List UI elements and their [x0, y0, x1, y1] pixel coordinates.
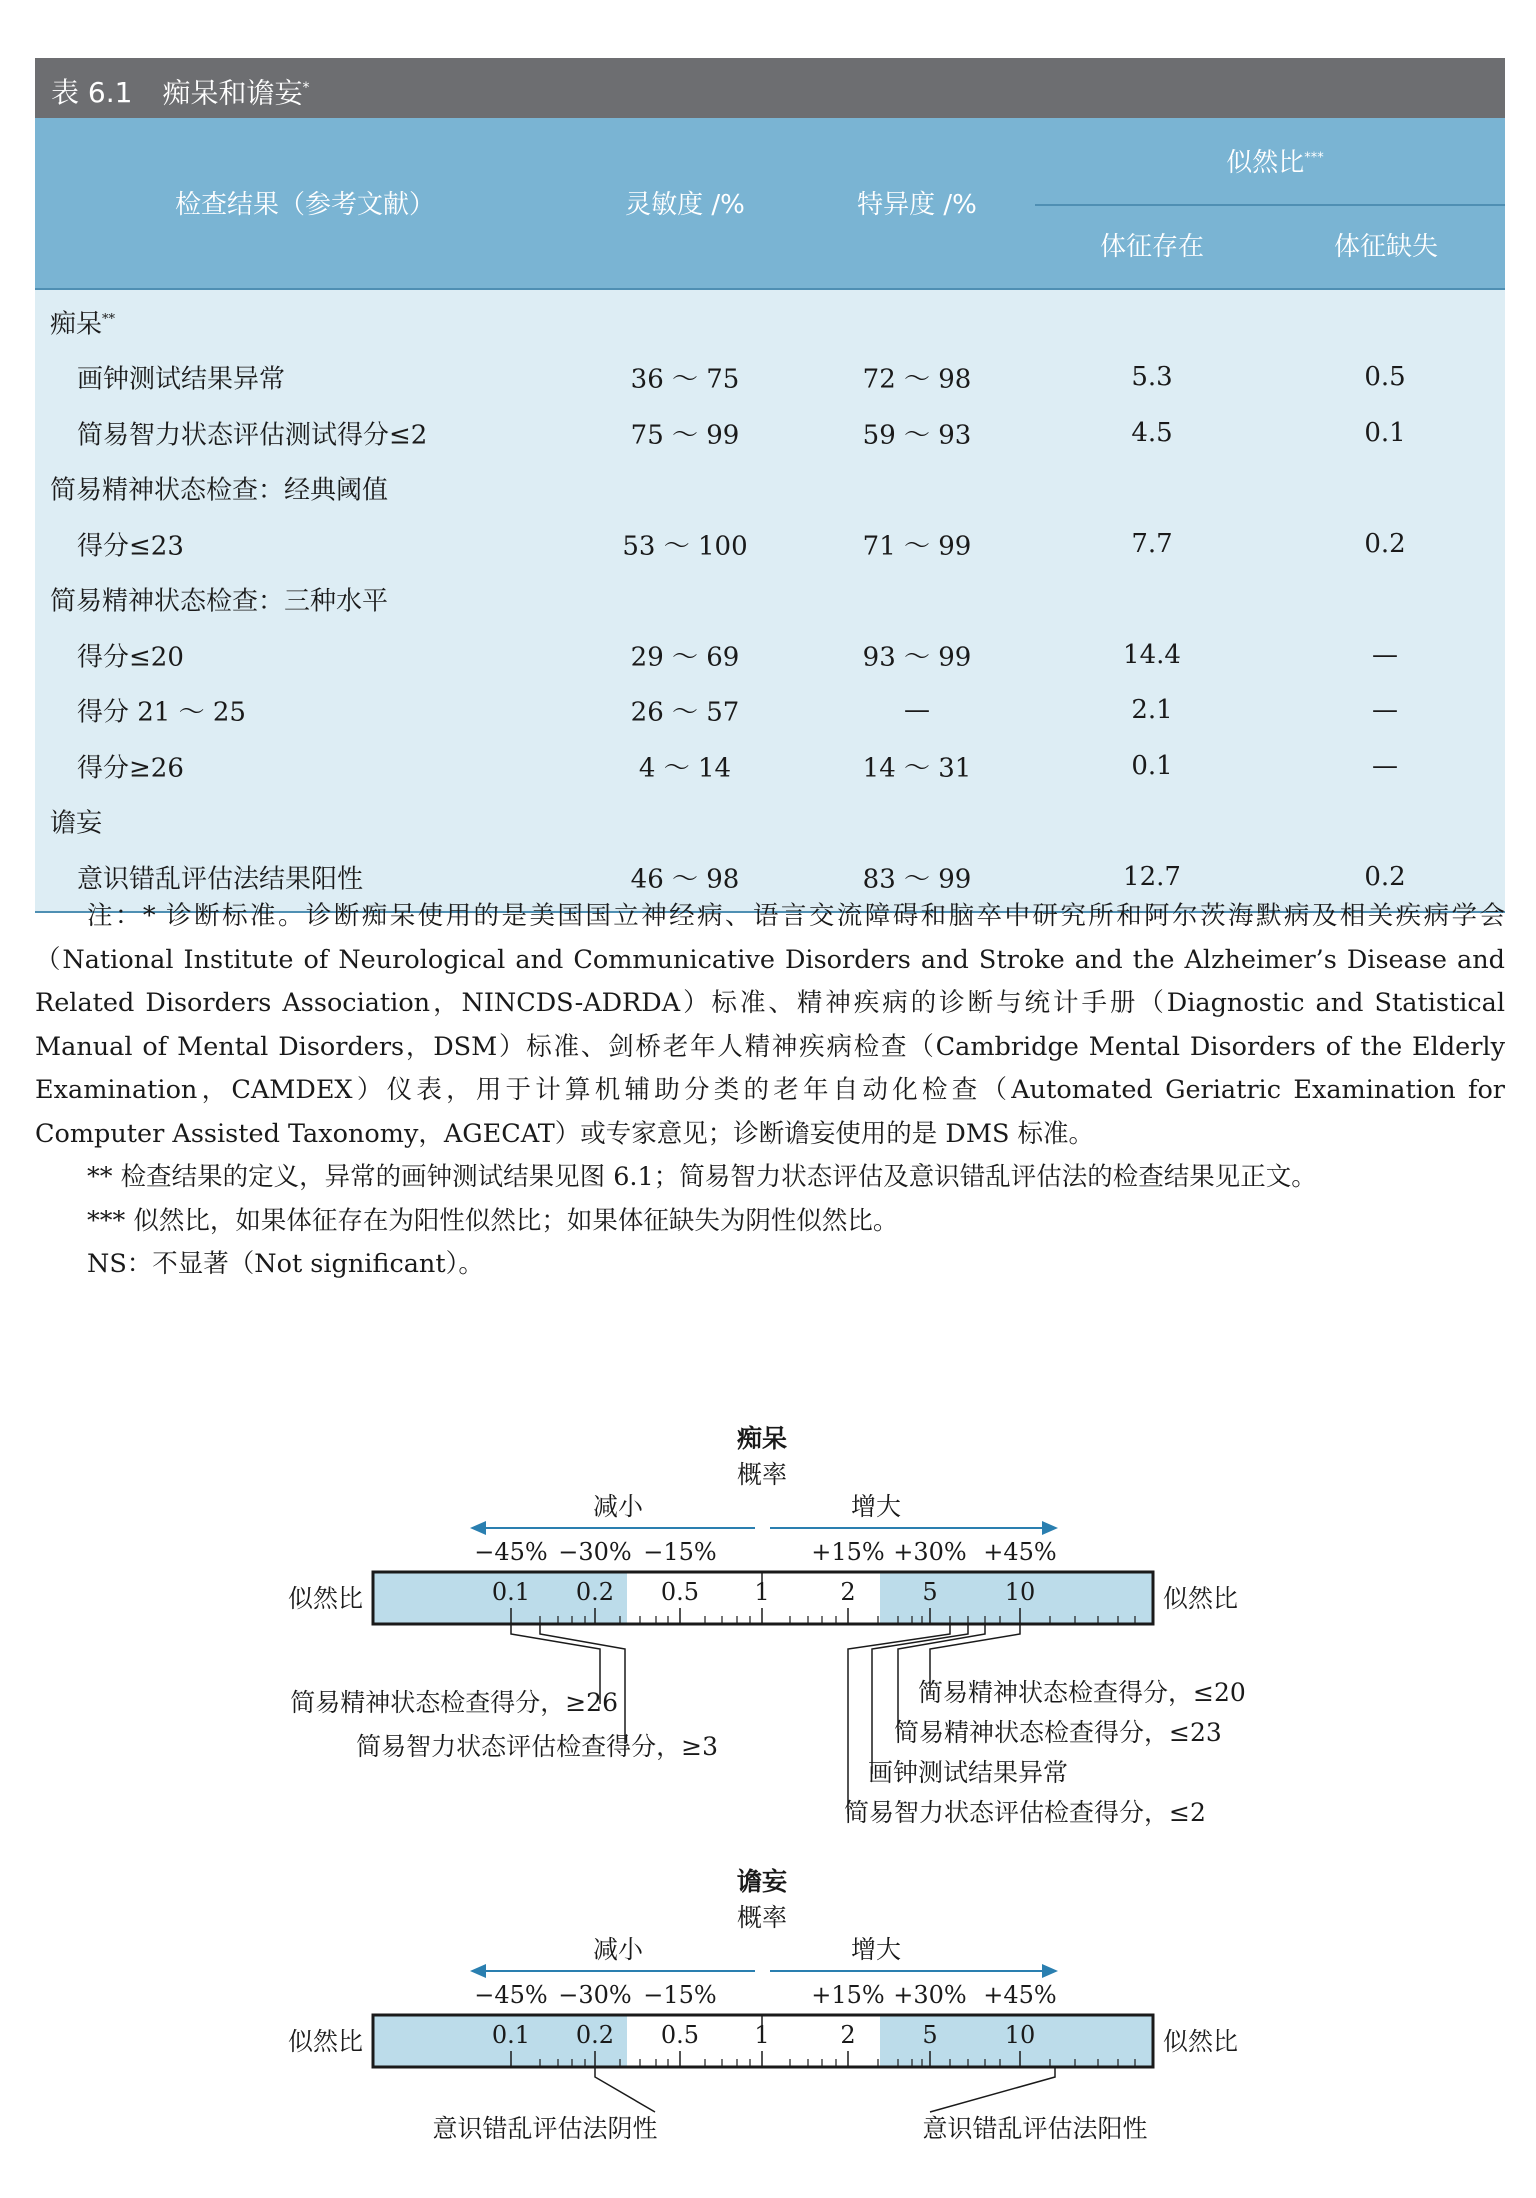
pct-decrease-label: −30%	[558, 1538, 632, 1566]
table-row	[35, 627, 1505, 683]
tick-label: 2	[840, 1578, 856, 1606]
row-label-text: 简易智力状态评估测试得分≤2	[77, 420, 428, 451]
callout-line	[540, 1624, 625, 1744]
cell-lr-absent: —	[1372, 695, 1398, 726]
callout-clock-abnormal: 画钟测试结果异常	[868, 1758, 1069, 1787]
cell-specificity: 59 ～ 93	[862, 420, 972, 451]
row-label	[77, 692, 246, 729]
header-likelihood-ratio	[1135, 142, 1415, 179]
callout-mmse-le23: 简易精神状态检查得分，≤23	[894, 1718, 1222, 1747]
panel-title: 谵妄	[736, 1867, 788, 1896]
row-label	[50, 470, 388, 507]
table-number: 表 6.1	[51, 76, 133, 110]
header-lr-label: 似然比	[1226, 148, 1305, 178]
table-row	[35, 738, 1505, 794]
note-2: ** 检查结果的定义，异常的画钟测试结果见图 6.1；简易智力状态评估及意识错乱评估法的检查结果见正文。	[87, 1162, 1317, 1192]
row-label-text: 画钟测试结果异常	[77, 364, 286, 395]
callout-mmse-le20: 简易精神状态检查得分，≤20	[918, 1678, 1246, 1707]
pct-increase-label: +45%	[983, 1981, 1057, 2009]
row-label	[77, 359, 285, 396]
tick-label: 1	[754, 2021, 770, 2049]
row-label-text: 谵妄	[50, 808, 103, 839]
callout-mmse-ge26: 简易精神状态检查得分，≥26	[290, 1688, 618, 1717]
cell-specificity: 71 ～ 99	[862, 531, 972, 562]
cell-specificity: 83 ～ 99	[862, 864, 972, 895]
row-label	[77, 636, 184, 673]
increase-arrow-head	[1042, 1964, 1058, 1978]
row-label-text: 意识错乱评估法结果阳性	[77, 864, 364, 895]
callout-line	[595, 2067, 655, 2112]
header-lr-rule	[1035, 204, 1505, 206]
cell-lr-absent: 0.1	[1364, 417, 1406, 448]
pct-decrease-label: −45%	[474, 1981, 548, 2009]
table-title: 痴呆和谵妄	[162, 76, 303, 110]
callout-amts-ge3: 简易智力状态评估检查得分，≥3	[356, 1732, 718, 1761]
row-label	[77, 525, 184, 562]
pct-increase-label: +15%	[811, 1538, 885, 1566]
decrease-arrow-head	[470, 1521, 486, 1535]
callout-amts-le2: 简易智力状态评估检查得分，≤2	[844, 1798, 1206, 1827]
tick-label: 10	[1004, 1578, 1036, 1606]
table-header	[35, 118, 1505, 290]
row-label-text: 简易精神状态检查：三种水平	[50, 586, 389, 617]
cell-sensitivity: 75 ～ 99	[630, 420, 740, 451]
tick-label: 0.2	[575, 2021, 615, 2049]
panel-title: 痴呆	[736, 1424, 788, 1453]
row-label-mark: **	[102, 311, 116, 327]
lr-label-left: 似然比	[287, 2027, 363, 2056]
cell-lr-present: 7.7	[1131, 528, 1173, 559]
table-group-row	[35, 461, 1505, 517]
cell-specificity: 14 ～ 31	[862, 753, 972, 784]
tick-label: 5	[922, 1578, 938, 1606]
callout-line	[930, 2067, 1055, 2112]
table-notes	[35, 895, 1505, 1287]
note-1: 注：* 诊断标准。诊断痴呆使用的是美国国立神经病、语言交流障碍和脑卒中研究所和阿尔茨海默病及相关疾病学会（National Institute of Neurological and Communicative Disorders and Stroke and the Alzheimer’s Disease and Related Disorders Association，NINCDS-ADRDA）标准、精神疾病的诊断与统计手册（Diagnostic and Statistical Manual of Mental Disorders，DSM）标准、剑桥老年人精神疾病检查（Cambridge Mental Disorders of the Elderly Examination，CAMDEX）仪表，用于计算机辅助分类的老年自动化检查（Automated Geriatric Examination for Computer Assisted Taxonomy，AGECAT）或专家意见；诊断谵妄使用的是 DMS 标准。	[35, 901, 1505, 1149]
cell-lr-present: 2.1	[1131, 695, 1173, 726]
row-label-text: 得分 21 ～ 25	[77, 697, 246, 728]
cell-lr-present: 14.4	[1123, 639, 1181, 670]
decrease-label: 减小	[592, 1492, 644, 1521]
header-sensitivity: 灵敏度 /%	[625, 190, 745, 220]
cell-sensitivity: 4 ～ 14	[638, 753, 732, 784]
cell-lr-absent: 0.2	[1364, 861, 1406, 892]
tick-label: 0.2	[575, 1578, 615, 1606]
increase-label: 增大	[850, 1492, 902, 1521]
tick-label: 1	[754, 1578, 770, 1606]
note-3: *** 似然比，如果体征存在为阳性似然比；如果体征缺失为阴性似然比。	[87, 1205, 899, 1236]
probability-label: 概率	[736, 1460, 788, 1489]
row-label-text: 得分≥26	[77, 753, 184, 784]
cell-lr-absent: 0.2	[1364, 528, 1406, 559]
row-label	[50, 303, 115, 340]
cell-sensitivity: 26 ～ 57	[630, 697, 740, 728]
pct-decrease-label: −45%	[474, 1538, 548, 1566]
pct-increase-label: +30%	[893, 1981, 967, 2009]
decrease-label: 减小	[592, 1935, 644, 1964]
increase-label: 增大	[850, 1935, 902, 1964]
tick-label: 10	[1004, 2021, 1036, 2049]
table-row	[35, 516, 1505, 572]
cell-sensitivity: 29 ～ 69	[630, 642, 740, 673]
row-label	[50, 803, 102, 840]
table-title-bar	[35, 58, 1505, 118]
increase-arrow-head	[1042, 1521, 1058, 1535]
tick-label: 0.5	[660, 1578, 700, 1606]
row-label	[77, 858, 363, 895]
header-lr-mark: ***	[1304, 150, 1324, 166]
note-4: NS：不显著（Not significant）。	[87, 1249, 484, 1279]
callout-cam-positive: 意识错乱评估法阳性	[922, 2114, 1148, 2143]
row-label	[50, 581, 388, 618]
cell-specificity: 72 ～ 98	[862, 364, 972, 395]
pct-increase-label: +45%	[983, 1538, 1057, 1566]
tick-label: 0.5	[660, 2021, 700, 2049]
row-label	[77, 414, 427, 451]
table-group-row	[35, 572, 1505, 628]
table-row	[35, 405, 1505, 461]
pct-decrease-label: −15%	[643, 1538, 717, 1566]
row-label-text: 简易精神状态检查：经典阈值	[50, 475, 389, 506]
table-6-1	[35, 58, 1505, 913]
lr-label-right: 似然比	[1163, 1584, 1239, 1613]
cell-specificity: —	[904, 695, 930, 726]
cell-lr-absent: —	[1372, 750, 1398, 781]
table-group-row	[35, 794, 1505, 850]
tick-label: 2	[840, 2021, 856, 2049]
row-label-text: 得分≤23	[77, 531, 184, 562]
callout-cam-negative: 意识错乱评估法阴性	[432, 2114, 658, 2143]
tick-label: 5	[922, 2021, 938, 2049]
table-title-mark: *	[302, 80, 310, 96]
cell-lr-present: 4.5	[1131, 417, 1173, 448]
cell-sensitivity: 46 ～ 98	[630, 864, 740, 895]
cell-sensitivity: 36 ～ 75	[630, 364, 740, 395]
pct-decrease-label: −15%	[643, 1981, 717, 2009]
tick-label: 0.1	[491, 2021, 531, 2049]
cell-specificity: 93 ～ 99	[862, 642, 972, 673]
probability-label: 概率	[736, 1903, 788, 1932]
cell-lr-present: 5.3	[1131, 362, 1173, 393]
lr-label-left: 似然比	[287, 1584, 363, 1613]
likelihood-ratio-diagram	[0, 1415, 1536, 2175]
cell-sensitivity: 53 ～ 100	[622, 531, 748, 562]
cell-lr-absent: —	[1372, 639, 1398, 670]
cell-lr-absent: 0.5	[1364, 362, 1406, 393]
table-group-row	[35, 294, 1505, 350]
tick-label: 0.1	[491, 1578, 531, 1606]
cell-lr-present: 0.1	[1131, 750, 1173, 781]
likelihood-ratio-svg	[0, 1415, 1536, 2175]
table-row	[35, 350, 1505, 406]
header-absent: 体征缺失	[1333, 232, 1438, 262]
row-label-text: 痴呆	[50, 309, 103, 340]
pct-increase-label: +15%	[811, 1981, 885, 2009]
row-label-text: 得分≤20	[77, 642, 184, 673]
row-label	[77, 747, 184, 784]
cell-lr-present: 12.7	[1123, 861, 1181, 892]
lr-label-right: 似然比	[1163, 2027, 1239, 2056]
header-specificity: 特异度 /%	[857, 190, 977, 220]
table-body	[35, 290, 1505, 913]
header-test: 检查结果（参考文献）	[174, 190, 435, 220]
header-present: 体征存在	[1099, 232, 1204, 262]
pct-decrease-label: −30%	[558, 1981, 632, 2009]
pct-increase-label: +30%	[893, 1538, 967, 1566]
table-row	[35, 683, 1505, 739]
decrease-arrow-head	[470, 1964, 486, 1978]
